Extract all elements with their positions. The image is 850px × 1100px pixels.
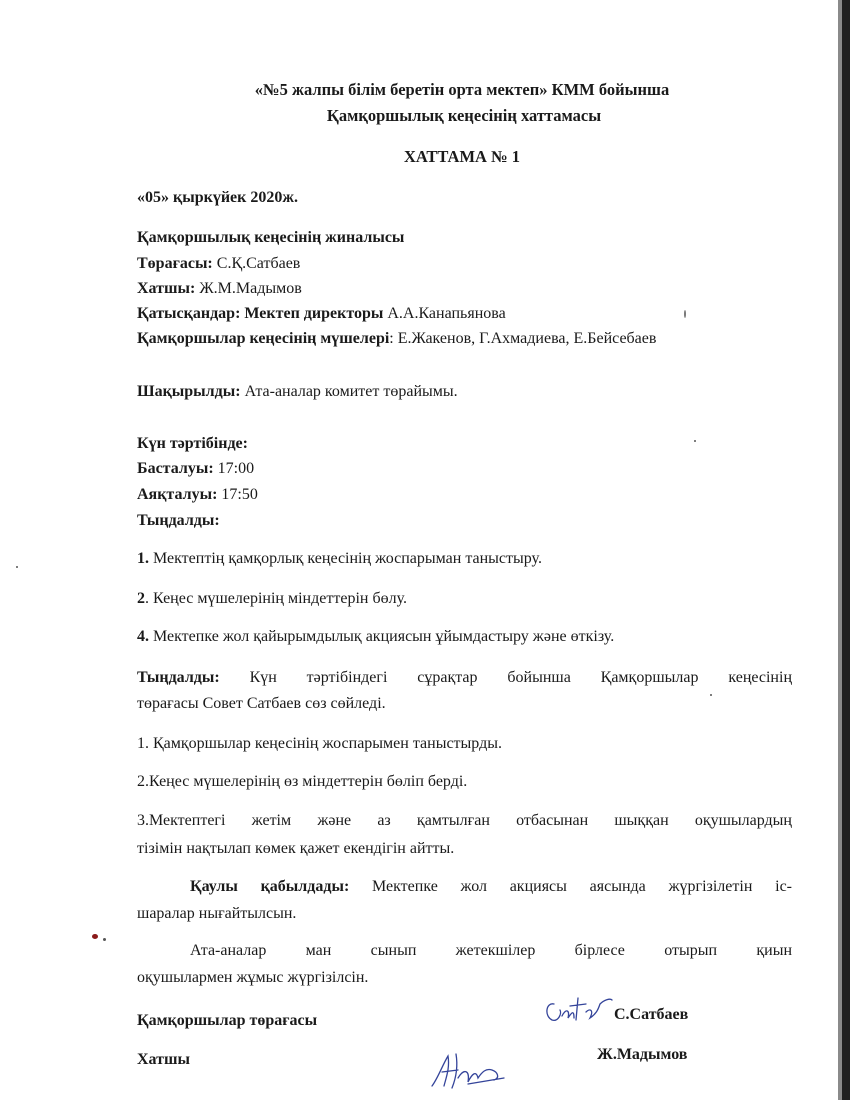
heard-text: Күн тәртібіндегі сұрақтар бойынша Қамқоршылар кеңесінің [219, 669, 792, 686]
result-line: 1. Қамқоршылар кеңесінің жоспарымен таныстырды. [137, 735, 502, 752]
end-label: Аяқталуы: [137, 486, 218, 503]
agenda-item-text: Мектепке жол қайырымдылық акциясын ұйымдастыру және өткізу. [149, 628, 615, 645]
secretary-signature-title: Хатшы [137, 1051, 190, 1068]
start-label: Басталуы: [137, 460, 214, 477]
meeting-title: Қамқоршылық кеңесінің жиналысы [137, 229, 405, 246]
decision-line-1 [190, 874, 792, 899]
chair-signature-title: Қамқоршылар төрағасы [137, 1012, 318, 1029]
secretary-line [137, 279, 302, 299]
agenda-item-number: 2 [137, 590, 145, 607]
chair-signature-name: С.Сатбаев [614, 1006, 689, 1023]
decision-text: Мектепке жол акциясы аясында жүргізілетін іс- [349, 878, 792, 895]
heard-title: Тыңдалды: [137, 512, 220, 529]
result-line: тізімін нақтылап көмек қажет екендігін айтты. [137, 840, 455, 857]
invited-line [137, 382, 458, 402]
secretary-value: Ж.М.Мадымов [195, 280, 302, 297]
result-line: 3.Мектептегі жетім және аз қамтылған отбасынан шыққан оқушылардың [137, 812, 792, 829]
chair-label: Төрағасы: [137, 255, 213, 272]
invited-value: Ата-аналар комитет төрайымы. [240, 383, 458, 400]
start-line [137, 459, 254, 479]
chair-handwritten-signature [540, 990, 616, 1030]
agenda-item [137, 589, 407, 609]
agenda-title: Күн тәртібінде: [137, 435, 248, 452]
heard-label: Тыңдалды: [137, 669, 220, 686]
dust-speck [16, 566, 18, 568]
participants-line [137, 304, 506, 324]
dust-speck [694, 440, 696, 442]
members-value: : Е.Жакенов, Г.Ахмадиева, Е.Бейсебаев [389, 330, 657, 347]
agenda-item [137, 627, 614, 647]
agenda-item-text: . Кеңес мүшелерінің міндеттерін бөлу. [145, 590, 407, 607]
members-label: Қамқоршылар кеңесінің мүшелері [137, 330, 390, 347]
decision-line-3: Ата-аналар ман сынып жетекшілер бірлесе отырып қиын [190, 942, 792, 959]
header-line-1: «№5 жалпы білім беретін орта мектеп» КММ бойынша [254, 80, 670, 99]
dust-speck [103, 938, 106, 941]
dust-speck [684, 310, 686, 318]
participants-value: А.А.Канапьянова [383, 305, 506, 322]
agenda-item-number: 1. [137, 550, 149, 567]
decision-label: Қаулы қабылдады: [190, 878, 350, 895]
ink-speck [92, 934, 98, 939]
agenda-item-number: 4. [137, 628, 149, 645]
end-value: 17:50 [217, 486, 258, 503]
end-line [137, 485, 258, 505]
protocol-title: ХАТТАМА № 1 [403, 147, 521, 166]
chair-value: С.Қ.Сатбаев [212, 255, 301, 272]
secretary-label: Хатшы: [137, 280, 196, 297]
secretary-handwritten-signature [428, 1048, 508, 1092]
agenda-item [137, 549, 542, 569]
chair-line [137, 254, 300, 274]
start-value: 17:00 [213, 460, 255, 477]
protocol-date: «05» қыркүйек 2020ж. [137, 189, 298, 206]
invited-label: Шақырылды: [137, 383, 241, 400]
decision-line-4: оқушылармен жұмыс жүргізілсін. [137, 969, 369, 986]
dust-speck [710, 694, 712, 696]
decision-line-2: шаралар нығайтылсын. [137, 905, 297, 922]
participants-label: Қатысқандар: Мектеп директоры [137, 305, 384, 322]
secretary-signature-name: Ж.Мадымов [597, 1046, 688, 1063]
result-line: 2.Кеңес мүшелерінің өз міндеттерін бөліп берді. [137, 773, 468, 790]
members-line [137, 329, 656, 349]
heard-line-1 [137, 665, 792, 690]
agenda-item-text: Мектептің қамқорлық кеңесінің жоспарыман таныстыру. [149, 550, 542, 567]
heard-line-2: төрағасы Совет Сатбаев сөз сөйледі. [137, 695, 386, 712]
header-line-2: Қамқоршылық кеңесінің хаттамасы [326, 106, 602, 125]
